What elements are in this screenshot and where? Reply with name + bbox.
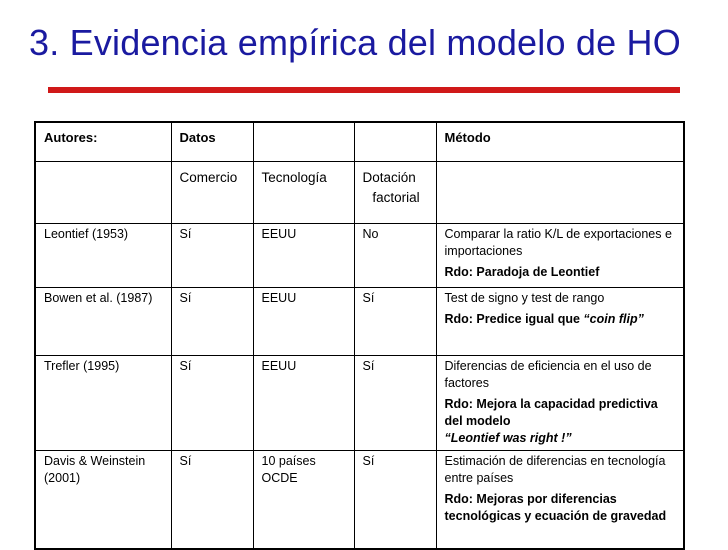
cell-metodo [436,451,684,550]
cell-metodo [436,288,684,356]
subheader-empty-2 [436,162,684,224]
header-autores: Autores: [35,122,171,162]
metodo-text: Test de signo y test de rango [444,291,605,305]
cell-autores: Leontief (1953) [35,224,171,288]
subheader-dotacion [354,162,436,224]
slide-title: 3. Evidencia empírica del modelo de HO [29,22,681,63]
cell-tecnologia: 10 países OCDE [253,451,354,550]
header-metodo: Método [436,122,684,162]
header-empty-2 [354,122,436,162]
dotacion-line2: factorial [372,190,420,205]
table-row [35,451,684,550]
metodo-text: Comparar la ratio K/L de exportaciones e importaciones [444,227,672,258]
resultado-text: Rdo: Mejora la capacidad predictiva del modelo [444,397,658,428]
cell-dotacion: Sí [354,356,436,451]
cell-tecnologia: EEUU [253,224,354,288]
resultado-italic: “coin flip” [583,312,644,326]
cell-dotacion: No [354,224,436,288]
resultado-text: Rdo: Predice igual que [444,312,584,326]
cell-autores: Trefler (1995) [35,356,171,451]
cell-autores: Bowen et al. (1987) [35,288,171,356]
table-row [35,288,684,356]
cell-metodo [436,356,684,451]
header-row-sub [35,162,684,224]
dotacion-line1: Dotación [362,170,416,185]
cell-comercio: Sí [171,356,253,451]
header-datos: Datos [171,122,253,162]
header-empty-1 [253,122,354,162]
cell-comercio: Sí [171,451,253,550]
cell-metodo [436,224,684,288]
metodo-text: Diferencias de eficiencia en el uso de factores [444,359,652,390]
resultado-line [445,311,678,328]
subheader-tecnologia: Tecnología [253,162,354,224]
cell-dotacion: Sí [354,451,436,550]
cell-tecnologia: EEUU [253,288,354,356]
cell-autores: Davis & Weinstein (2001) [35,451,171,550]
resultado-italic: “Leontief was right !” [444,431,572,445]
subheader-comercio: Comercio [171,162,253,224]
cell-tecnologia: EEUU [253,356,354,451]
metodo-text: Estimación de diferencias en tecnología entre países [444,454,666,485]
subheader-empty-1 [35,162,171,224]
title-underline [48,87,680,93]
evidence-table [34,121,685,550]
header-row-main [35,122,684,162]
table-row [35,224,684,288]
cell-comercio: Sí [171,224,253,288]
resultado-text: Rdo: Paradoja de Leontief [444,265,600,279]
cell-comercio: Sí [171,288,253,356]
cell-dotacion: Sí [354,288,436,356]
resultado-text: Rdo: Mejoras por diferencias tecnológicas y ecuación de gravedad [444,492,667,523]
table-row [35,356,684,451]
